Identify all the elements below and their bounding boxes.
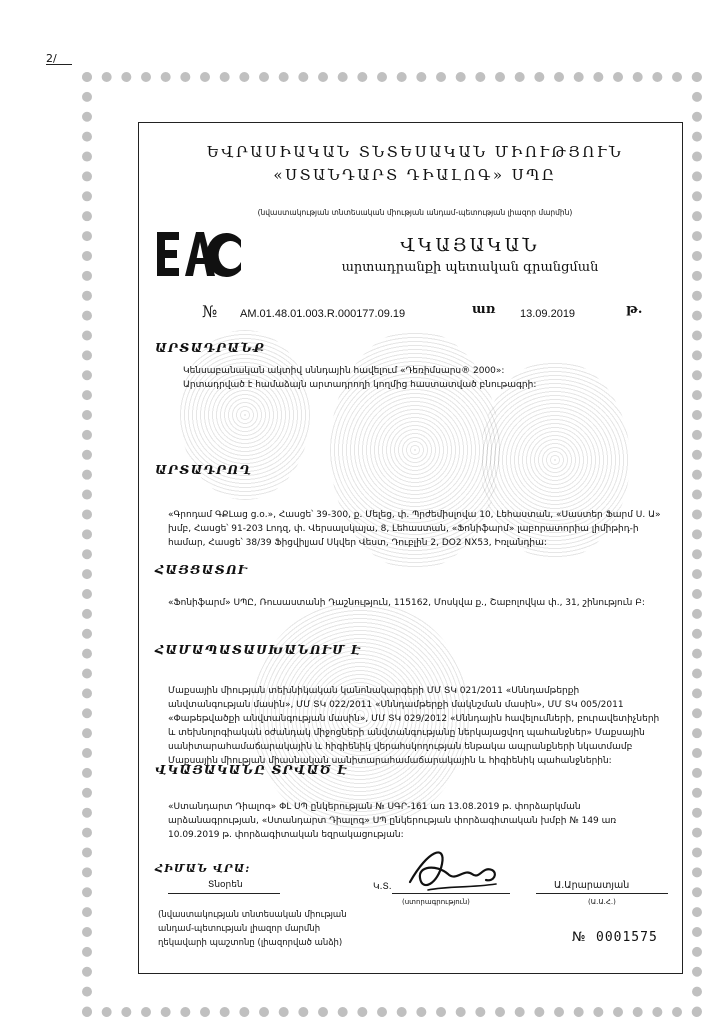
serial-symbol: № [572, 930, 586, 945]
conformity-heading: ՀԱՄԱՊԱՏԱՍԽԱՆՈՒՄ Է [155, 642, 362, 657]
serial-number: 0001575 [596, 930, 658, 945]
signature-line-right [536, 893, 668, 894]
year-abbr: թ. [626, 302, 643, 317]
registration-number: AM.01.48.01.003.R.000177.09.19 [240, 308, 406, 320]
conformity-text: Մաքսային միության տեխնիկական կանոնակարգերի ՄՄ ՏԿ 021/2011 «Սննդամթերքի անվտանգության մասին», ՄՄ ՏԿ 022/2011 «Սննդամթերքի մակնշման մասին», ՄՄ ՏԿ 005/2011 «Փաթեթվածքի անվտանգության մասին», ՄՄ ՏԿ 029/2012 «Սննդային հավելումների, բուրավետիչների և տեխնոլոգիական օժանդակ միջոցների անվտանգությանը ներկայացվող պահանջներ» Մաքսային սանիտարահամաճարակային և հիգիենիկ վերահսկողության ենթակա ապրանքների նկատմամբ Մաքսային միության միասնական սանիտարահամաճարակային և հիգիենիկ պահանջներին: [168, 686, 660, 766]
signature-line-middle [392, 893, 510, 894]
applicant-text: «Ֆոնիֆարմ» ՍՊԸ, Ռուսաստանի Դաշնություն, 115162, Մոսկվա ք., Շաբոլովկա փ., 31, շինություն Բ: [168, 598, 645, 608]
manufacturer-text: «Գրոդամ ԳՔԼաց ց.օ.», Հասցե՝ 39-300, ք. Մելեց, փ. Պրժեմիսլովա 10, Լեհաստան, «Սաստեր Ֆարմ Ս. Ա» խմբ, Հասցե՝ 91-203 Լոդզ, փ. Վերսալսկայա, 8, Լեհաստան, «Ֆոնիֆարմ» լաբորատորիա լիմիթիդ-ի համար, Հասցե՝ 38/39 Ֆիցվիլյամ Սկվեր Վեստ, Դուբլին 2, DO2 NX53, Իռլանդիա: [168, 510, 661, 548]
eac-logo [155, 228, 245, 280]
issuer-name: ԵՎՐԱՍԻԱԿԱՆ ՏՆՏԵՍԱԿԱՆ ՄԻՈՒԹՅՈՒՆ [206, 143, 624, 161]
issued-basis-heading: ՎԿԱՅԱԿԱՆԸ ՏՐՎԱԾ Է [155, 762, 348, 777]
number-symbol: № [202, 302, 218, 321]
name-caption: (Ա.Ա.Հ.) [588, 898, 616, 906]
signature-line-left [168, 893, 280, 894]
from-word: առ [472, 302, 496, 317]
applicant-heading: ՀԱՅՑԱՏՈՒ [155, 562, 249, 577]
manufacturer-heading: ԱՐՏԱԴՐՈՂ [155, 462, 253, 477]
authority-note: (նվաստակության տնտեսական միության անդամ-պետության լիազոր մարմնի ղեկավարի պաշտոնը (լիազորված անձի) [158, 910, 347, 948]
signature-position: Տնօրեն [208, 880, 243, 890]
certificate-subtitle: արտադրանքի պետական գրանցման [341, 260, 599, 275]
signature-basis-label: ՀԻՄԱՆ ՎՐԱ: [155, 862, 251, 875]
handwritten-signature [398, 840, 508, 898]
issue-date: 13.09.2019 [520, 308, 576, 320]
issuer-note: (նվաստակության տնտեսական միության անդամ-պետության լիազոր մարմին) [257, 208, 573, 217]
corner-mark: 2/ [46, 52, 57, 65]
seal-label: Կ.Տ. [373, 882, 392, 892]
issued-basis-text: «Ստանդարտ Դիալոգ» ՓԼ ՍՊ ընկերության № ՍԳՐ-161 առ 13.08.2019 թ. փորձարկման արձանագրության, «Ստանդարտ Դիալոգ» ՍՊ ընկերության փորձագիտական խմբի № 149 առ 10.09.2019 թ. փորձագիտական եզրակացության: [168, 802, 617, 840]
product-heading: ԱՐՏԱԴՐԱՆՔ [155, 340, 266, 355]
signature-caption: (ստորագրություն) [402, 898, 470, 906]
issuer-company: «ՍՏԱՆԴԱՐՏ ԴԻԱԼՈԳ» ՍՊԸ [273, 166, 557, 184]
product-text: Կենսաբանական ակտիվ սննդային հավելում «Դեռիմսարս® 2000»: Արտադրված է համաձայն արտադրողի կողմից հաստատված բնութագրի: [183, 366, 537, 390]
certificate-title: ՎԿԱՅԱԿԱՆ [400, 235, 540, 256]
signatory-name: Ա.Արարատյան [554, 880, 630, 891]
